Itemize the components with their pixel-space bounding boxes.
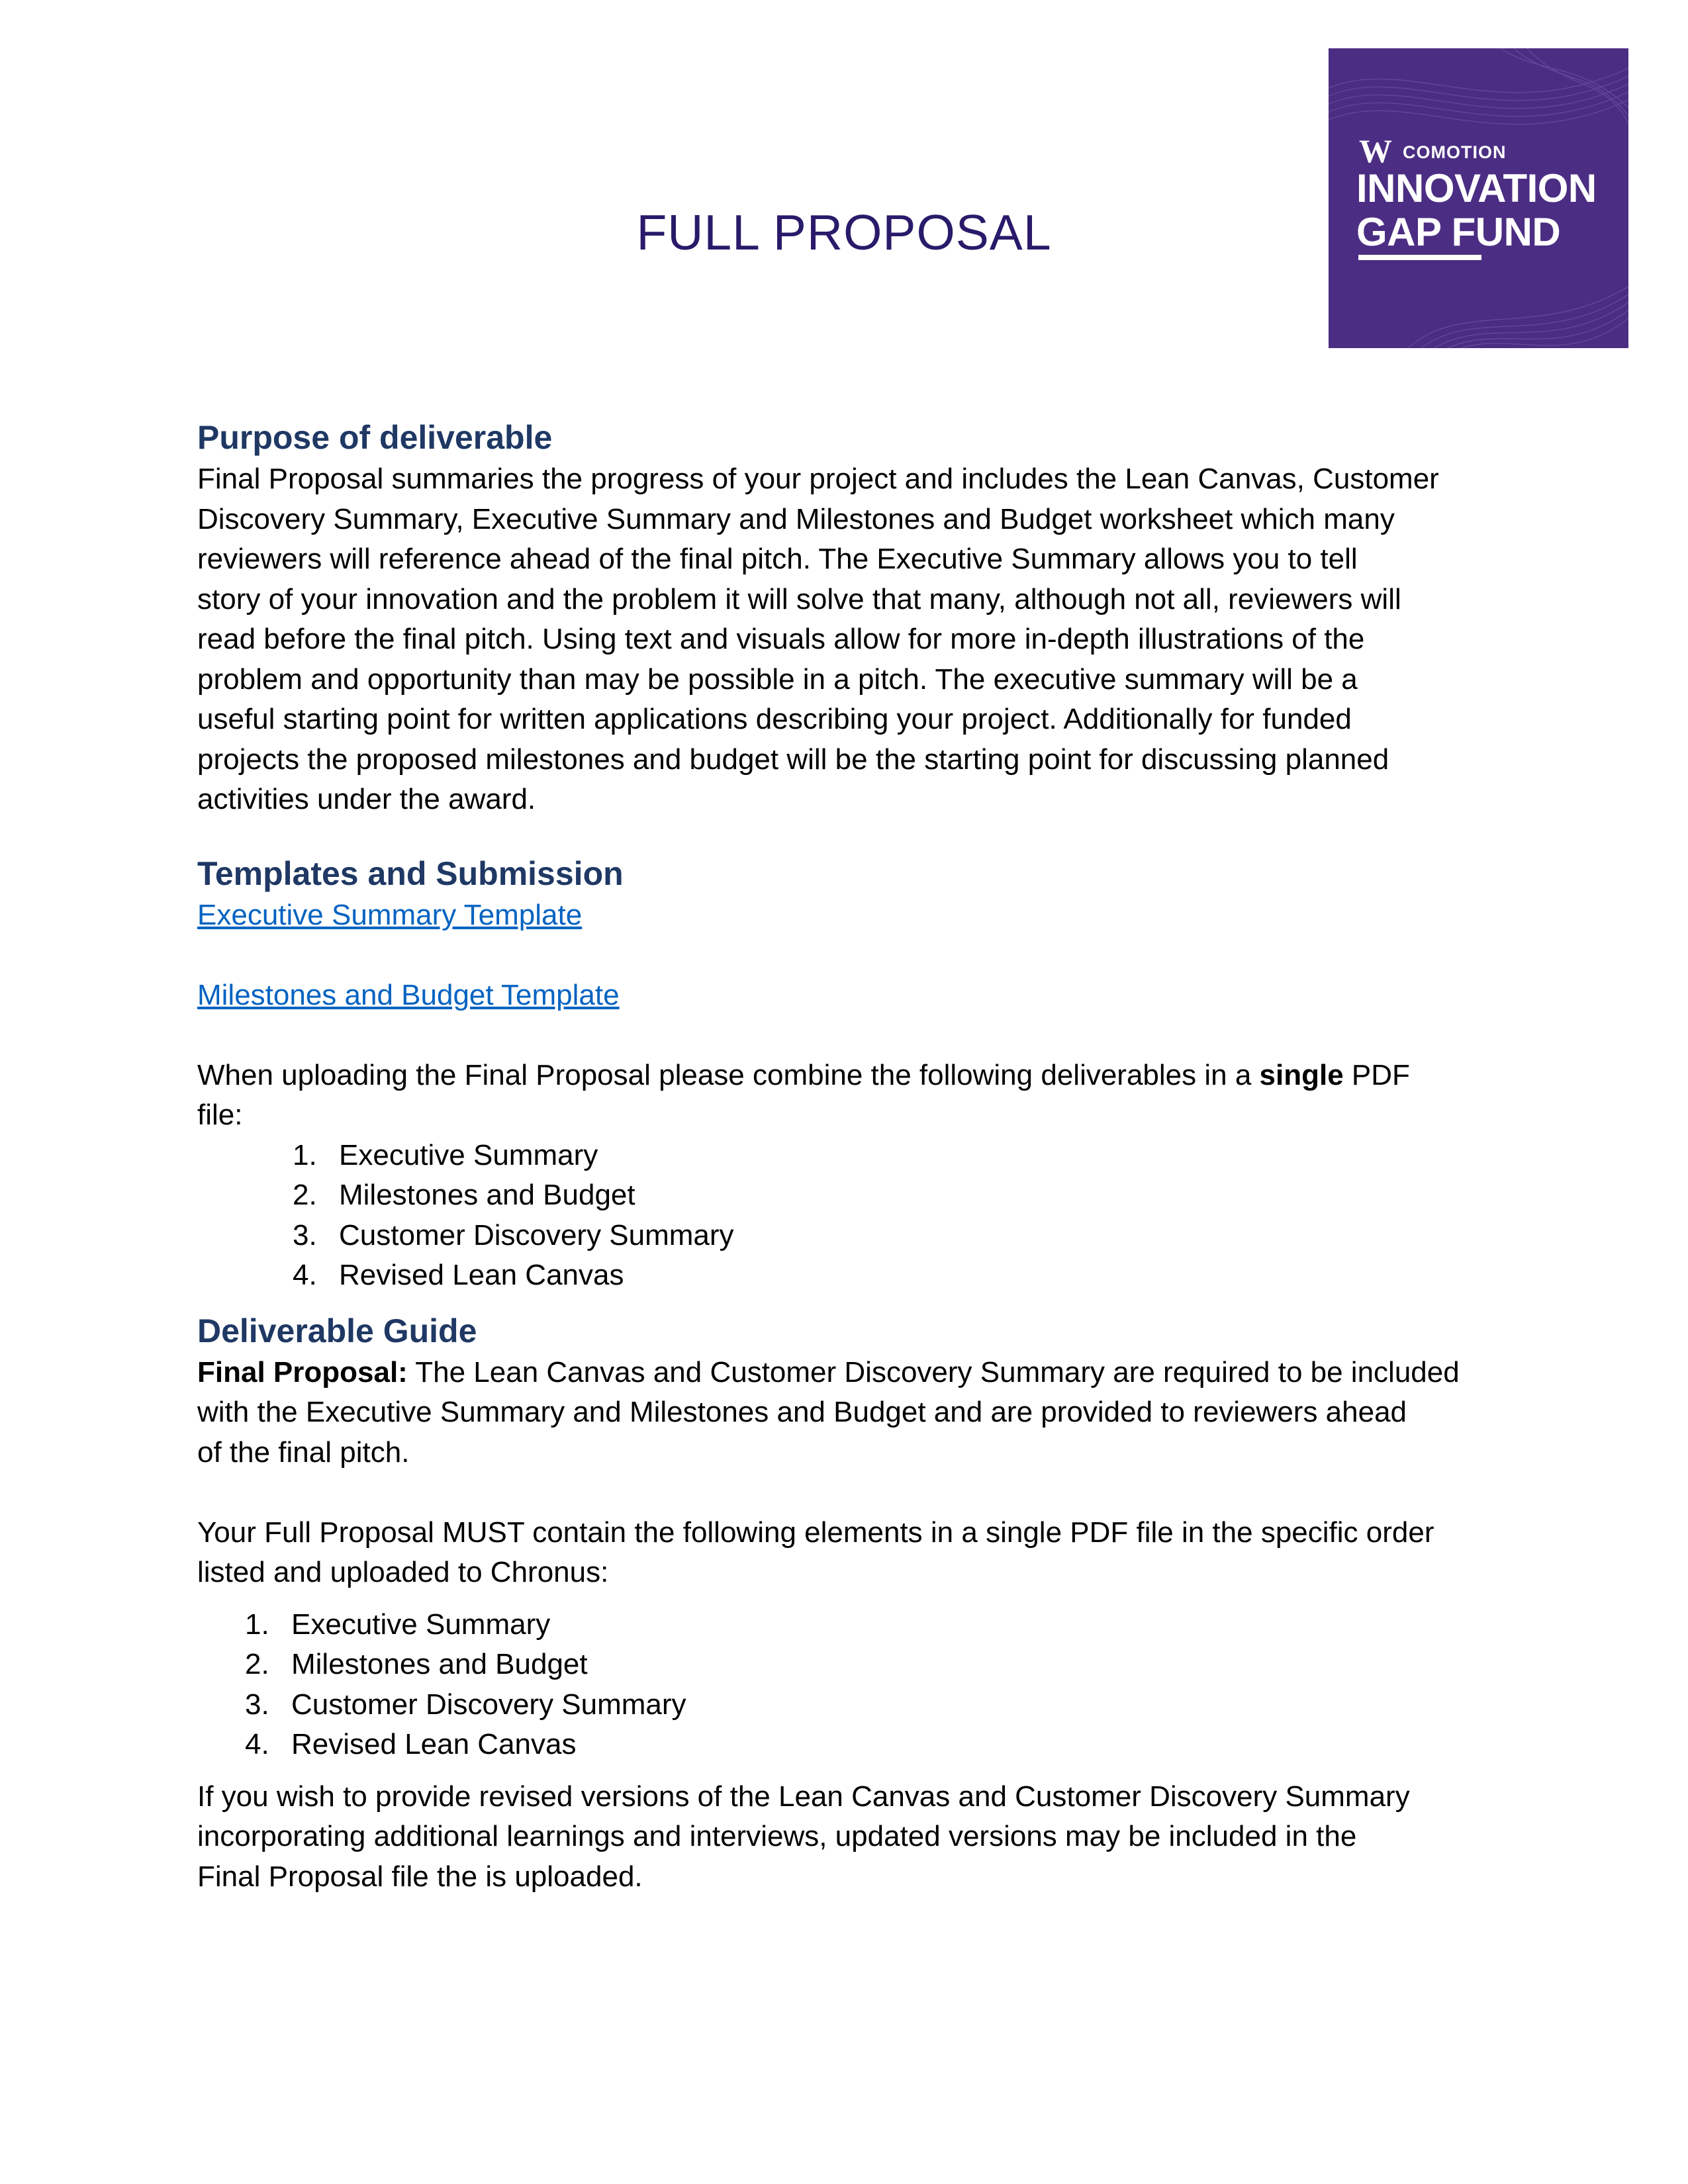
list-number: 2. <box>293 1179 317 1211</box>
list-item <box>293 1136 1495 1176</box>
purpose-line: story of your innovation and the problem it will solve that many, although not all, reviewers will <box>197 582 1401 615</box>
final-proposal-line: with the Executive Summary and Milestones and Budget and are provided to reviewers ahead <box>197 1396 1407 1428</box>
purpose-line: problem and opportunity than may be possible in a pitch. The executive summary will be a <box>197 662 1358 696</box>
revised-versions-line: incorporating additional learnings and interviews, updated versions may be included in the <box>197 1820 1357 1852</box>
purpose-line: read before the final pitch. Using text and visuals allow for more in-depth illustrations of the <box>197 623 1365 655</box>
milestones-budget-template-link[interactable]: Milestones and Budget Template <box>197 978 620 1011</box>
upload-deliverables-list <box>293 1136 1495 1296</box>
list-number: 1. <box>293 1138 317 1171</box>
purpose-paragraph <box>197 459 1495 820</box>
revised-versions-line: Final Proposal file the is uploaded. <box>197 1860 643 1893</box>
list-label: Milestones and Budget <box>339 1179 635 1211</box>
required-elements-list <box>245 1605 1495 1765</box>
executive-summary-template-link[interactable]: Executive Summary Template <box>197 898 583 931</box>
purpose-line: useful starting point for written applications describing your project. Additionally for funded <box>197 703 1352 735</box>
logo-line-1: INNOVATION <box>1356 166 1597 210</box>
list-number: 4. <box>245 1728 269 1760</box>
templates-heading: Templates and Submission <box>197 854 624 892</box>
upload-text: When uploading the Final Proposal please combine the following deliverables in a <box>197 1058 1260 1091</box>
list-label: Executive Summary <box>291 1608 551 1641</box>
page-title: FULL PROPOSAL <box>636 205 1052 260</box>
final-proposal-line: of the final pitch. <box>197 1435 410 1469</box>
list-item <box>293 1255 1495 1296</box>
final-proposal-text: The Lean Canvas and Customer Discovery Summary are required to be included <box>407 1355 1460 1388</box>
list-number: 3. <box>245 1688 269 1721</box>
logo-line-2: GAP FUND <box>1356 210 1561 254</box>
purpose-line: activities under the award. <box>197 783 536 815</box>
list-item <box>245 1725 1495 1765</box>
final-proposal-line <box>197 1353 1495 1393</box>
list-number: 3. <box>293 1218 317 1251</box>
revised-versions-line: If you wish to provide revised versions of the Lean Canvas and Customer Discovery Summary <box>197 1780 1410 1813</box>
list-item <box>245 1685 1495 1725</box>
list-item <box>293 1216 1495 1256</box>
purpose-line: projects the proposed milestones and budget will be the starting point for discussing planned <box>197 743 1389 776</box>
list-number: 1. <box>245 1608 269 1641</box>
must-contain-line: Your Full Proposal MUST contain the following elements in a single PDF file in the specific order <box>197 1516 1434 1549</box>
must-contain-line: listed and uploaded to Chronus: <box>197 1556 609 1588</box>
purpose-line: Discovery Summary, Executive Summary and Milestones and Budget worksheet which many <box>197 502 1395 535</box>
list-label: Customer Discovery Summary <box>339 1218 734 1251</box>
list-item <box>293 1175 1495 1216</box>
purpose-line: reviewers will reference ahead of the final pitch. The Executive Summary allows you to tell <box>197 543 1358 575</box>
document-body <box>197 416 1495 1897</box>
list-label: Revised Lean Canvas <box>291 1728 577 1760</box>
upload-instructions <box>197 1056 1495 1096</box>
comotion-innovation-gap-fund-logo <box>1329 48 1628 348</box>
list-label: Milestones and Budget <box>291 1648 588 1680</box>
purpose-line: Final Proposal summaries the progress of your project and includes the Lean Canvas, Customer <box>197 463 1439 495</box>
list-label: Revised Lean Canvas <box>339 1259 624 1291</box>
upload-bold-single: single <box>1259 1058 1344 1091</box>
upload-text-pdf: PDF <box>1343 1058 1410 1091</box>
logo-w-mark: W <box>1359 132 1392 169</box>
purpose-heading: Purpose of deliverable <box>197 419 553 456</box>
deliverable-guide-heading: Deliverable Guide <box>197 1312 477 1349</box>
logo-brand: COMOTION <box>1403 142 1507 162</box>
final-proposal-label: Final Proposal: <box>197 1355 408 1388</box>
list-label: Customer Discovery Summary <box>291 1688 686 1721</box>
list-item <box>245 1605 1495 1645</box>
list-item <box>245 1645 1495 1685</box>
list-number: 2. <box>245 1648 269 1680</box>
list-number: 4. <box>293 1259 317 1291</box>
upload-instructions-cont: file: <box>197 1099 243 1131</box>
list-label: Executive Summary <box>339 1138 598 1171</box>
